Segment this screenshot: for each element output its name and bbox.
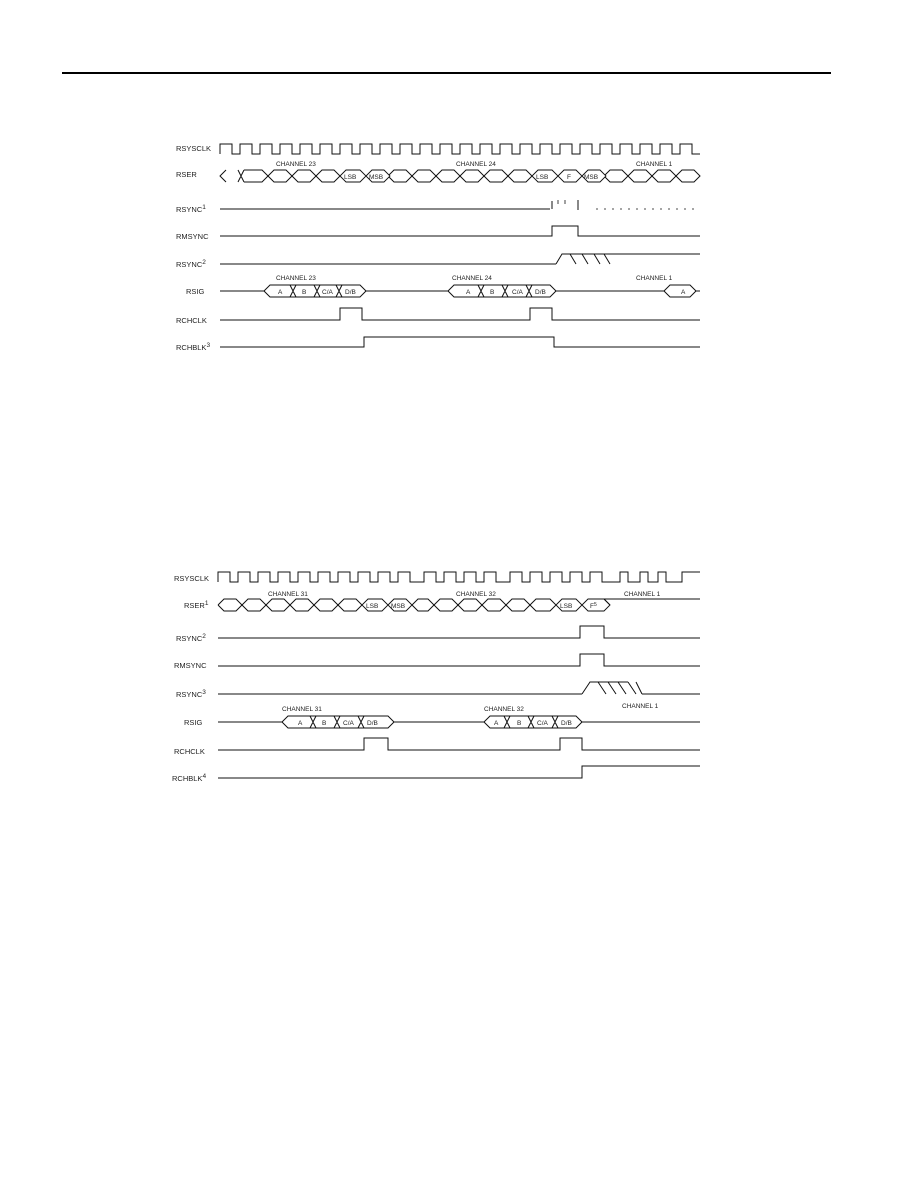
signal-label-rchclk: RCHCLK (174, 747, 205, 756)
rsig-bit-ca2: C/A (512, 289, 523, 296)
signal-label-rchblk-3: RCHBLK3 (176, 342, 211, 352)
rchblk-waveform (218, 766, 700, 778)
rsig-bit-a: A (298, 720, 303, 727)
rser-tail (604, 599, 700, 605)
rser-mark-lsb2: LSB (560, 603, 573, 610)
signal-label-rsync-3: RSYNC3 (176, 689, 206, 699)
rsig-bit-db2: D/B (561, 720, 572, 727)
rsig-bit-ca: C/A (322, 289, 333, 296)
rser-start-mark (220, 170, 226, 182)
timing-diagram-e1-svg (0, 556, 918, 796)
rser-bus (220, 161, 700, 182)
rsig-bus (220, 275, 700, 297)
signal-label-rsig: RSIG (186, 287, 205, 296)
rser-mark-lsb: LSB (344, 174, 357, 181)
rsig-bit-a2: A (466, 289, 471, 296)
rsig-bit-b: B (302, 289, 307, 296)
signal-label-rsync-2: RSYNC2 (176, 259, 206, 269)
rser-channel-24: CHANNEL 24 (456, 161, 496, 168)
rchblk-waveform (220, 337, 700, 347)
rser-mark-f: F (567, 174, 571, 181)
rsig-channel-31: CHANNEL 31 (282, 706, 322, 713)
rser-mark-msb: MSB (391, 603, 406, 610)
rsig-bit-b2: B (490, 289, 495, 296)
rser-channel-23: CHANNEL 23 (276, 161, 316, 168)
rsig-bit-a3: A (681, 289, 686, 296)
timing-diagram-e1 (0, 556, 918, 796)
signal-label-rmsync: RMSYNC (174, 661, 207, 670)
signal-labels (172, 574, 209, 783)
rsig-bit-b2: B (517, 720, 522, 727)
rsig-bit-db2: D/B (535, 289, 546, 296)
rsig-bit-ca: C/A (343, 720, 354, 727)
rchclk-waveform (218, 738, 700, 750)
rser-channel-1: CHANNEL 1 (624, 591, 661, 598)
rchclk-waveform (220, 308, 700, 320)
rser-channel-1: CHANNEL 1 (636, 161, 673, 168)
rser-mark-lsb: LSB (366, 603, 379, 610)
rsig-channel-1: CHANNEL 1 (636, 275, 673, 282)
rsync3-waveform (218, 682, 700, 694)
rsync2-waveform (220, 254, 700, 264)
rsysclk-waveform (220, 144, 700, 154)
signal-label-rser: RSER (176, 170, 197, 179)
signal-label-rsysclk: RSYSCLK (174, 574, 210, 583)
signal-label-rsync-2: RSYNC2 (176, 633, 206, 643)
rsig-bit-db: D/B (345, 289, 356, 296)
signal-label-rsysclk: RSYSCLK (176, 144, 212, 153)
rsig-bit-ca2: C/A (537, 720, 548, 727)
rsig-channel-1: CHANNEL 1 (622, 703, 659, 710)
rsig-bus (218, 703, 700, 728)
rsig-bit-db: D/B (367, 720, 378, 727)
signal-label-rchblk-4: RCHBLK4 (172, 773, 207, 783)
timing-diagram-t1 (0, 128, 918, 368)
signal-label-rmsync: RMSYNC (176, 232, 209, 241)
rser-bus (218, 591, 700, 611)
signal-labels (176, 144, 211, 352)
rser-mark-msb: MSB (369, 174, 384, 181)
rsig-channel-23: CHANNEL 23 (276, 275, 316, 282)
rsig-bit-b: B (322, 720, 327, 727)
rser-mark-msb2: MSB (584, 174, 599, 181)
rsync1-waveform (220, 200, 700, 210)
rser-mark-f: $F^5$ (590, 602, 597, 610)
rsig-bit-a: A (278, 289, 283, 296)
rsync2-waveform (218, 626, 700, 638)
timing-diagram-t1-svg (0, 128, 918, 368)
rser-channel-32: CHANNEL 32 (456, 591, 496, 598)
header-rule (62, 72, 831, 74)
signal-label-rser-1: RSER1 (184, 600, 209, 610)
signal-label-rsync-1: RSYNC1 (176, 204, 206, 214)
rsig-bit-a2: A (494, 720, 499, 727)
rmsync-waveform (218, 654, 700, 666)
signal-label-rchclk: RCHCLK (176, 316, 207, 325)
rser-channel-31: CHANNEL 31 (268, 591, 308, 598)
signal-label-rsig: RSIG (184, 718, 203, 727)
rsig-channel-24: CHANNEL 24 (452, 275, 492, 282)
rsig-channel-32: CHANNEL 32 (484, 706, 524, 713)
rser-mark-lsb2: LSB (536, 174, 549, 181)
rser-bus-crossings (238, 170, 700, 182)
rmsync-waveform (220, 226, 700, 236)
rsysclk-waveform (218, 572, 700, 582)
